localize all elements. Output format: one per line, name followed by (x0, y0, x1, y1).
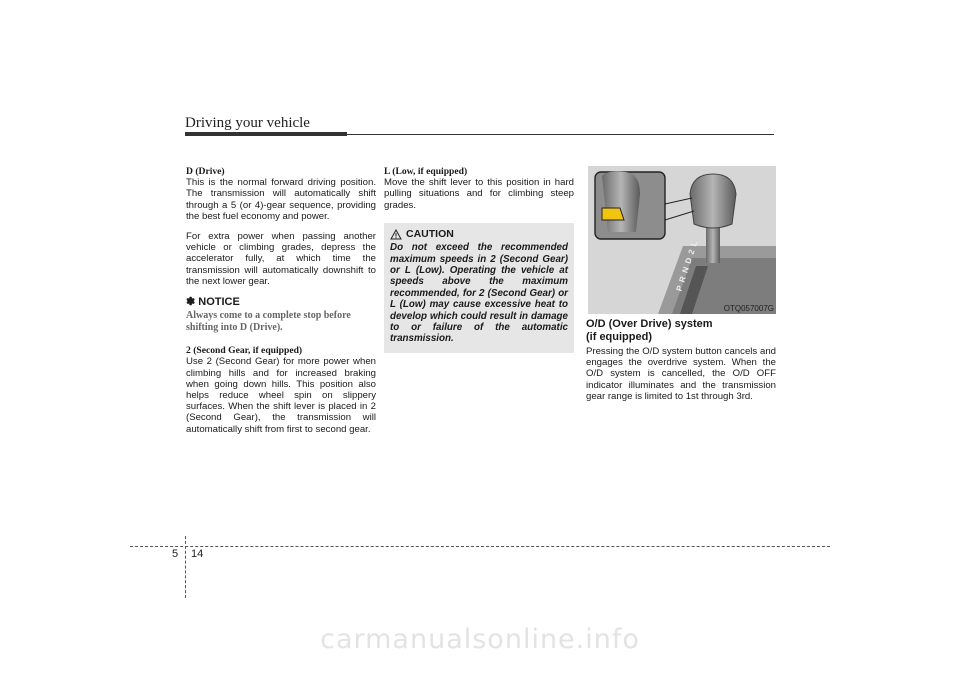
od-heading-line-2: (if equipped) (586, 330, 652, 343)
od-heading (586, 318, 776, 343)
od-heading-line-1: O/D (Over Drive) system (586, 318, 713, 330)
second-gear-heading: 2 (Second Gear, if equipped) (186, 345, 303, 357)
caution-text: Do not exceed the recommended maximum speeds in 2 (Second Gear) or L (Low). Operating the vehicle at speeds above the maximum recommended, for 2 (Second Gear) or L (Low) may cause excessive heat to develop which could result in damage to or failure of the automatic transmission. (390, 242, 568, 345)
caution-box (384, 223, 574, 353)
header-rule (185, 134, 774, 135)
caution-header (390, 229, 568, 240)
footer-divider (185, 536, 186, 598)
drive-paragraph-2: For extra power when passing another vehicle or climbing grades, depress the accelerator fully, at which time the transmission will automatically downshift to the next lower gear. (186, 231, 376, 287)
drive-heading: D (Drive) (186, 166, 225, 177)
warning-triangle-icon (390, 229, 402, 240)
shift-lever-figure (588, 166, 776, 314)
low-gear-paragraph: Move the shift lever to this position in hard pulling situations and for climbing steep grades. (384, 177, 574, 211)
column-1 (186, 166, 376, 444)
watermark-site: carmanualsonline.info (320, 624, 640, 655)
caution-title: CAUTION (406, 227, 454, 240)
low-gear-heading: L (Low, if equipped) (384, 166, 468, 177)
footer-rule (130, 546, 830, 547)
chapter-number: 5 (172, 548, 179, 560)
gear-position-letters: PRND2L (674, 236, 701, 293)
second-gear-paragraph: Use 2 (Second Gear) for more power when climbing hills and for increased braking when going down hills. This position also helps reduce wheel spin on slippery surfaces. When the shift lever is placed in 2 (Second Gear), the transmission will automatically shift from first to second gear. (186, 356, 376, 435)
column-3 (586, 318, 776, 411)
drive-paragraph-1: This is the normal forward driving position. The transmission will automatically shift through a 5 (or 4)-gear sequence, providing the best fuel economy and power. (186, 177, 376, 222)
figure-code: OTQ057007G (723, 304, 774, 313)
od-paragraph: Pressing the O/D system button cancels and engages the overdrive system. When the O/D system is cancelled, the O/D OFF indicator illuminates and the transmission gear range is limited to 1st through 3rd. (586, 346, 776, 402)
notice-text: Always come to a complete stop before shifting into D (Drive). (186, 310, 351, 333)
page-number: 14 (191, 548, 204, 560)
page-header-title: Driving your vehicle (185, 115, 310, 131)
notice-title: ✽ NOTICE (186, 296, 240, 309)
column-2 (384, 166, 574, 353)
